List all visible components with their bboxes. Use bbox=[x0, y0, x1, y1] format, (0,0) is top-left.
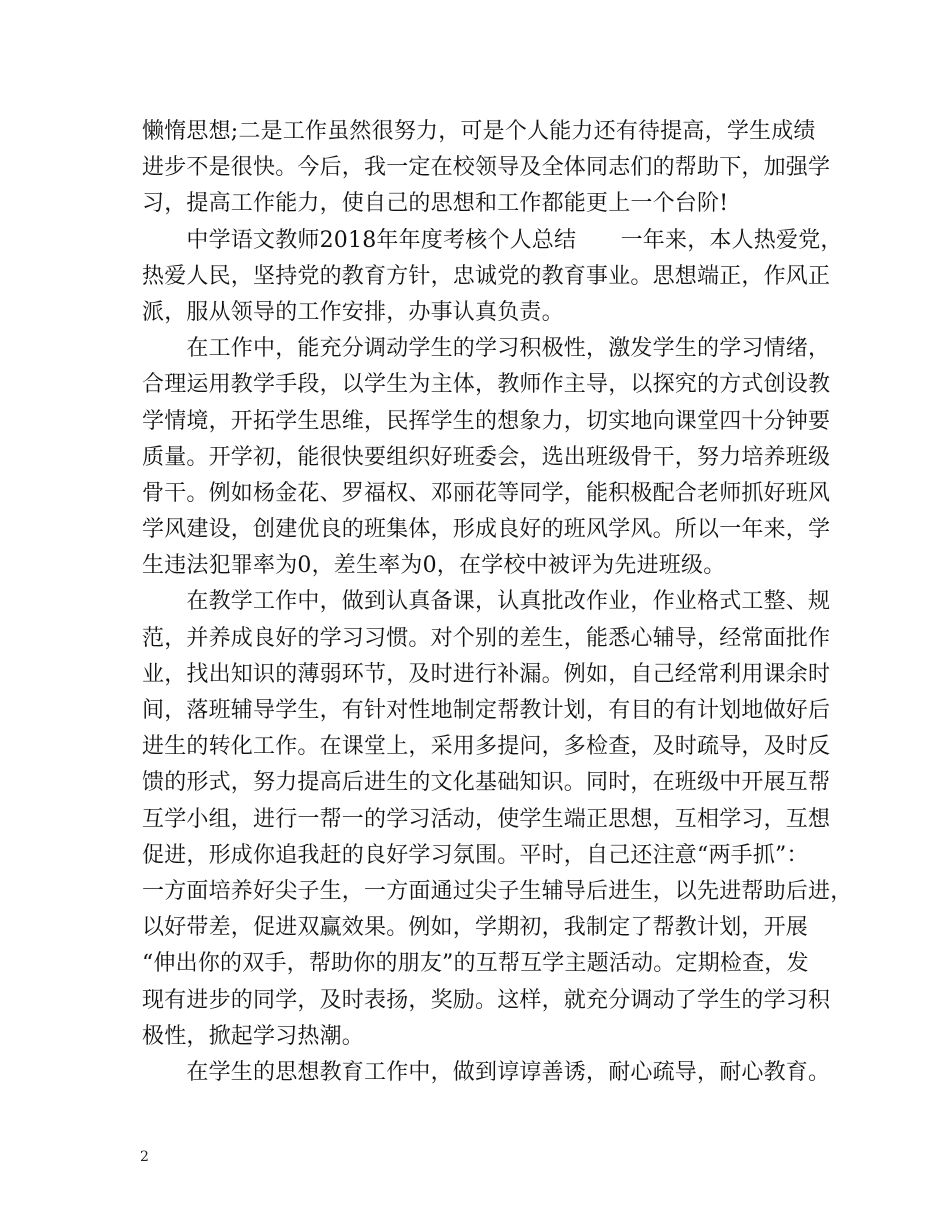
text-line: 骨干。例如杨金花、罗福权、邓丽花等同学，能积极配合老师抓好班风 bbox=[142, 480, 831, 506]
text-line: 促进，形成你追我赶的良好学习氛围。平时，自己还注意“两手抓”： bbox=[142, 842, 809, 868]
text-line: 学情境，开拓学生思维，民挥学生的想象力，切实地向课堂四十分钟要 bbox=[142, 408, 831, 434]
text-line: “伸出你的双手，帮助你的朋友”的互帮互学主题活动。定期检查，发 bbox=[142, 951, 809, 977]
text-line: 一方面培养好尖子生，一方面通过尖子生辅导后进生，以先进帮助后进， bbox=[142, 878, 853, 904]
text-line: 学风建设，创建优良的班集体，形成良好的班风学风。所以一年来，学 bbox=[142, 517, 831, 543]
text-line: 进生的转化工作。在课堂上，采用多提问，多检查，及时疏导，及时反 bbox=[142, 734, 831, 760]
text-line: 懒惰思想;二是工作虽然很努力，可是个人能力还有待提高，学生成绩 bbox=[142, 119, 816, 144]
text-line: 进步不是很快。今后，我一定在校领导及全体同志们的帮助下，加强学 bbox=[142, 155, 831, 181]
text-line: 热爱人民，坚持党的教育方针，忠诚党的教育事业。思想端正，作风正 bbox=[142, 263, 831, 289]
text-line: 馈的形式，努力提高后进生的文化基础知识。同时，在班级中开展互帮 bbox=[142, 770, 831, 796]
text-line: 在学生的思想教育工作中，做到谆谆善诱，耐心疏导，耐心教育。 bbox=[142, 1059, 831, 1085]
text-line: 以好带差，促进双赢效果。例如，学期初，我制定了帮教计划，开展 bbox=[142, 915, 809, 941]
text-line: 业，找出知识的薄弱环节，及时进行补漏。例如，自己经常利用课余时 bbox=[142, 661, 831, 687]
text-line: 生违法犯罪率为0，差生率为0，在学校中被评为先进班级。 bbox=[142, 553, 726, 579]
document-body bbox=[142, 114, 853, 1091]
text-line: 习，提高工作能力，使自己的思想和工作都能更上一个台阶! bbox=[142, 191, 729, 217]
text-line: 质量。开学初，能很快要组织好班委会，选出班级骨干，努力培养班级 bbox=[142, 444, 831, 470]
text-line: 极性，掀起学习热潮。 bbox=[142, 1023, 365, 1049]
text-line: 范，并养成良好的学习习惯。对个别的差生，能悉心辅导，经常面批作 bbox=[142, 625, 831, 651]
text-line: 互学小组，进行一帮一的学习活动，使学生端正思想，互相学习，互想 bbox=[142, 806, 831, 832]
text-line: 在教学工作中，做到认真备课，认真批改作业，作业格式工整、规 bbox=[142, 589, 831, 615]
text-line: 中学语文教师2018年年度考核个人总结 一年来，本人热爱党， bbox=[142, 227, 843, 253]
page-number: 2 bbox=[140, 1149, 149, 1165]
text-line: 现有进步的同学，及时表扬，奖励。这样，就充分调动了学生的学习积 bbox=[142, 987, 831, 1013]
text-line: 合理运用教学手段，以学生为主体，教师作主导，以探究的方式创设教 bbox=[142, 372, 831, 398]
text-line: 派，服从领导的工作安排，办事认真负责。 bbox=[142, 299, 564, 325]
text-line: 间，落班辅导学生，有针对性地制定帮教计划，有目的有计划地做好后 bbox=[142, 698, 831, 723]
text-line: 在工作中，能充分调动学生的学习积极性，激发学生的学习情绪， bbox=[142, 336, 831, 362]
